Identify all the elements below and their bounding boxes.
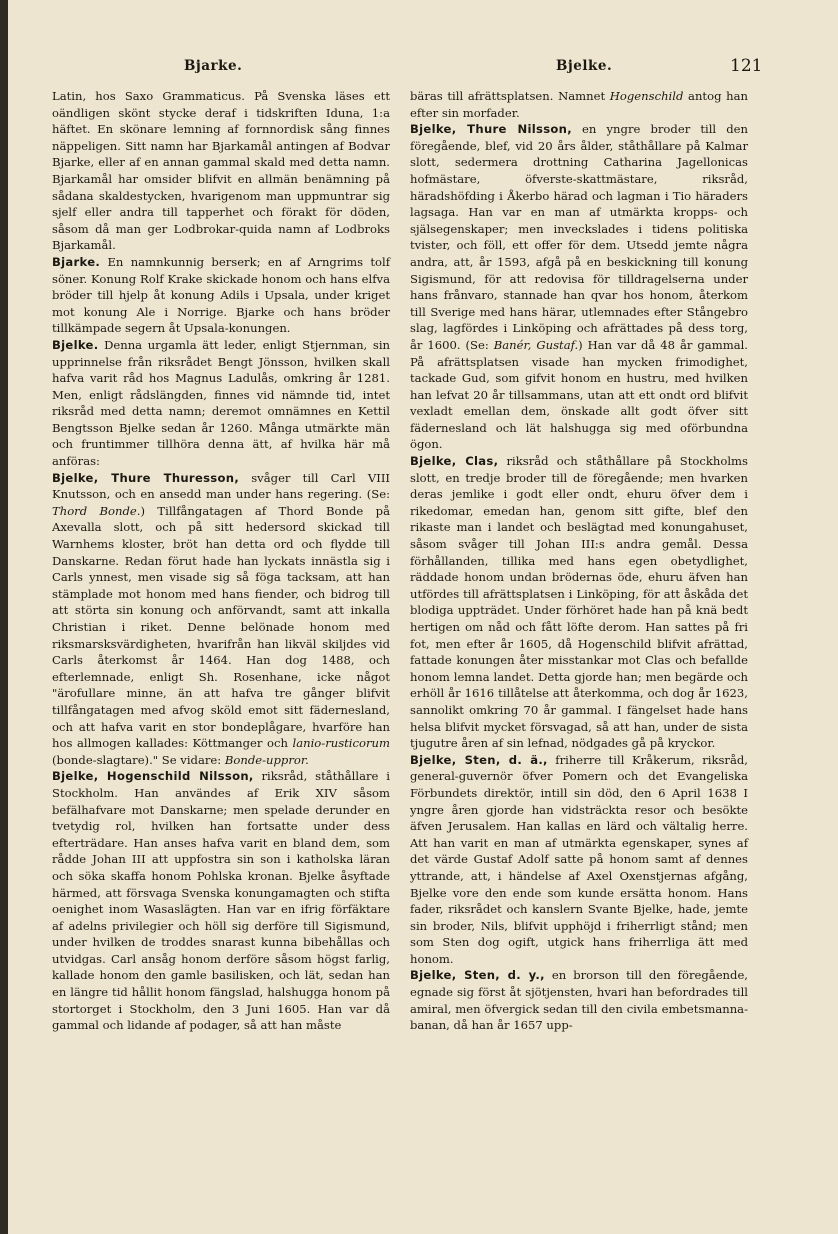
encyclopedia-entry — [410, 453, 748, 752]
encyclopedia-entry — [52, 337, 390, 470]
encyclopedia-entry — [410, 967, 748, 1033]
entry-text: riksråd, ståthållare i Stockholm. Han användes af Erik XIV såsom befälhafvare mot Danskarne; men spelade derunder en tvetydig rol, hvilken han fortsatte under dess efterträdare. Han anses hafva varit en bland dem, som rådde Johan III att uppfostra sin son i katholska läran och söka skaffa honom Pohlska kronan. Bjelke åsyftade härmed, att försvaga Svenska konungamagten och stifta oenighet inom Wasaslägten. Han var en ifrig förfäktare af adelns privilegier och höll sig derföre till Sigismund, under hvilken de troddes snarast kunna bibehållas och utvidgas. Carl ansåg honom derföre såsom högst farlig, kallade honom den gamle basilisken, och lät, sedan han en längre tid hållit honom fängslad, halshugga honom på stortorget i Stockholm, den 3 Juni 1605. Han var då gammal och lidande af podager, så att han måste — [52, 769, 390, 1033]
entry-headword: Bjelke, Sten, d. y., — [410, 968, 545, 983]
right-text-column — [410, 88, 748, 1034]
entry-headword: Bjelke, Hogenschild Nilsson, — [52, 769, 254, 784]
entry-text: ) Han var då 48 år gammal. På afrättsplatsen visade han mycken frimodighet, tackade Gud, som gifvit honom en hustru, med hvilken han lefvat 20 år tillsammans, utan att ett ondt ord blifvit vexladt emellan dem, önskade allt godt öfver sitt fädernesland och lät halshugga sig med oförbundna ögon. — [410, 337, 748, 452]
entry-headword: Bjelke, Clas, — [410, 454, 499, 469]
encyclopedia-entry — [52, 470, 390, 769]
encyclopedia-entry — [410, 121, 748, 453]
right-running-head: Bjelke. — [556, 58, 613, 74]
entry-headword: Bjelke, Sten, d. ä., — [410, 752, 548, 767]
left-text-column — [52, 88, 390, 1034]
entry-text: svåger till Carl VIII Knutsson, och en ansedd man under hans regering. (Se: — [52, 470, 390, 502]
encyclopedia-entry — [52, 768, 390, 1034]
entry-text: Denna urgamla ätt leder, enligt Stjernman, sin upprinnelse från riksrådet Bengt Jönsson, hvilken skall hafva varit råd hos Magnus Ladulås, omkring år 1281. Men, enligt rådslängden, finnes vid nämnde tid, intet riksråd med detta namn; deremot omnämnes en Kettil Bengtsson Bjelke sedan år 1260. Många utmärkte män och fruntimmer tillhöra denna ätt, af hvilka här må anföras: — [52, 337, 390, 469]
encyclopedia-entry — [410, 88, 748, 121]
entry-text: En namnkunnig berserk; en af Arngrims tolf söner. Konung Rolf Krake skickade honom och hans elfva bröder till hjelp åt konung Adils i Upsala, under kriget mot konung Ale i Norrige. Bjarke och hans bröder tillkämpade segern åt Upsala-konungen. — [52, 254, 390, 336]
entry-text: riksråd och ståthållare på Stockholms slott, en tredje broder till de föregående; men hvarken deras jemlike i godt eller ondt, ehuru öfver dem i rikedomar, emedan han, genom sitt gifte, blef den rikaste man i landet och beslägtad med konungahuset, såsom svåger till Johan III:s andra gemål. Dessa förhållanden, tillika med hans egen obetydlighet, räddade honom undan brödernas öde, ehuru äfven han utfördes till afrättsplatsen i Linköping, för att åskåda det blodiga uppträdet. Under förhöret hade han på knä bedt hertigen om nåd och fått löfte derom. Han sattes på fri fot, men efter år 1605, då Hogenschild blifvit afrättad, fattade konungen åter misstankar mot Clas och befallde honom lemna landet. Detta gjorde han; men begärde och erhöll år 1616 tillåtelse att återkomma, och dog år 1623, sannolikt omkring 70 år gammal. I fängelset hade hans helsa blifvit mycket försvagad, så att han, under de sista tjugutre åren af sin lefnad, nödgades gå på kryckor. — [410, 454, 748, 751]
encyclopedia-entry — [52, 254, 390, 337]
entry-text: en yngre broder till den föregående, blef, vid 20 års ålder, ståthållare på Kalmar slott, sedermera drottning Catharina Jagellonicas hofmästare, öfverste-skattmästare, riksråd, häradshöfding i Åkerbo härad och lagman i Tio häraders lagsaga. Han var en man af utmärkta kropps- och själsegenskaper; men inveckslades i tidens politiska tvister, och föll, ett offer för dem. Utsedd jemte några andra, att, år 1593, afgå på en beskickning till konung Sigismund, för att redovisa för tilldragelserna under hans frånvaro, stannade han qvar hos honom, återkom till Sverige med hans härar, utlemnades efter Stångebro slag, lagfördes i Linköping och afrättades på dess torg, år 1600. (Se: — [410, 122, 748, 352]
book-page — [8, 0, 838, 1234]
entry-text: friherre till Kråkerum, riksråd, general-guvernör öfver Pomern och det Evangeliska Förbundets direktör, intill sin död, den 6 April 1638 I yngre åren gjorde han vidsträckta resor och besökte äfven Jerusalem. Han kallas en lärd och vältalig herre. Att han varit en man af utmärkta egenskaper, synes af det värde Gustaf Adolf satte på honom samt af dennes yttrande, att, i händelse af Axel Oxenstjernas afgång, Bjelke vore den ende som kunde ersätta honom. Hans fader, riksrådet och kanslern Svante Bjelke, hade, jemte sin broder, Nils, blifvit upphöjd i friherrligt stånd; men som Sten dog ogift, utgick hans friherrliga ätt med honom. — [410, 752, 748, 966]
entry-headword: Bjarke. — [52, 254, 101, 269]
entry-text: Latin, hos Saxo Grammaticus. På Svenska läses ett oändligen skönt stycke deraf i tidskriften Iduna, 1:a häftet. En skönare lemning af fornnordisk sång finnes näppeligen. Sitt namn har Bjarkamål antingen af Bodvar Bjarke, eller af en annan gammal skald med detta namn. Bjarkamål har omsider blifvit en allmän benämning på sådana skaldestycken, hvarigenom man uppmuntrar sig sjelf eller andra till tapperhet och förakt för döden, såsom då man ger Lodbrokar-quida namn af Lodbroks Bjarkamål. — [52, 89, 390, 253]
entry-headword: Bjelke. — [52, 337, 99, 352]
entry-headword: Bjelke, Thure Nilsson, — [410, 122, 572, 137]
italic-reference: Thord Bonde. — [52, 503, 141, 518]
italic-reference: Banér, Gustaf. — [493, 337, 579, 352]
italic-reference: lanio-rusticorum — [292, 736, 390, 751]
entry-text: bäras till afrättsplatsen. Namnet — [410, 89, 610, 103]
entry-text: (bonde-slagtare)." Se vidare: — [52, 752, 225, 767]
encyclopedia-entry — [52, 88, 390, 254]
entry-text: antog han efter sin morfader. — [410, 89, 748, 120]
page-number: 121 — [730, 56, 763, 76]
entry-text: ) Tillfångatagen af Thord Bonde på Axevalla slott, och på sitt hedersord skickad till Warnhems kloster, bröt han detta ord och flydde till Danskarne. Redan förut hade han lyckats innästla sig i Carls ynnest, men visade sig så föga tacksam, att han stämplade mot honom med hans fiender, och bidrog till att störta sin konung och anförvandt, samt att inkalla Christian i riket. Denne belönade honom med riksmarsksvärdigheten, hvarifrån han likväl skiljdes vid Carls återkomst år 1464. Han dog 1488, och efterlemnade, enligt Sh. Rosenhane, icke något "ärofullare minne, än att hafva tre gånger blifvit tillfångatagen med afvog sköld emot sitt fädernesland, och att hafva varit en stor bondeplågare, hvarföre han hos allmogen kallades: Köttmanger och — [52, 503, 391, 751]
italic-reference: Hogenschild — [609, 89, 684, 103]
page-header — [8, 58, 838, 84]
encyclopedia-entry — [410, 752, 748, 968]
left-running-head: Bjarke. — [184, 58, 243, 74]
entry-text: en brorson till den föregående, egnade sig först åt sjötjensten, hvari han befordrades till amiral, men öfvergick sedan till den civila embetsmanna-banan, då han år 1657 upp- — [410, 968, 748, 1033]
entry-headword: Bjelke, Thure Thuresson, — [52, 470, 240, 485]
italic-reference: Bonde-uppror. — [224, 752, 309, 767]
